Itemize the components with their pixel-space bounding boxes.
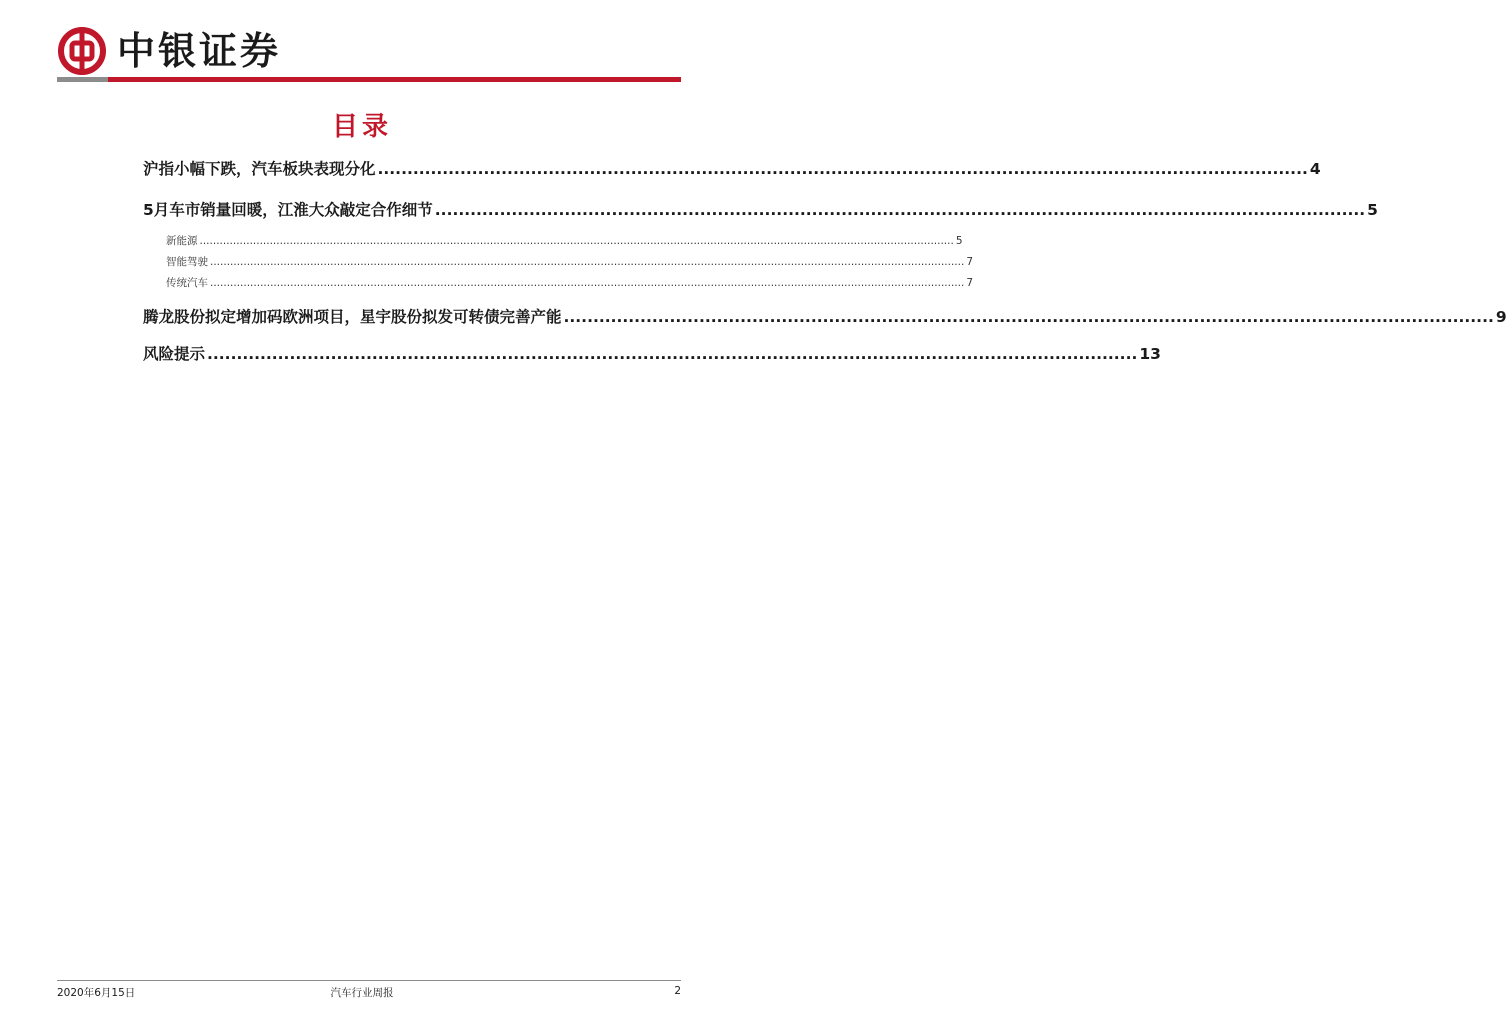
toc-subentry-label: 新能源 — [166, 235, 198, 247]
toc-entry-page: 4 — [1309, 160, 1321, 178]
toc-subentry-label: 传统汽车 — [166, 277, 208, 289]
toc-leader-dots: .............................................................................................................................................................. — [207, 345, 1138, 363]
toc-leader-dots: .................................................................................................................................................................................................................................. — [210, 256, 965, 268]
toc-entry[interactable] — [143, 157, 1321, 179]
toc-entry-page: 13 — [1139, 345, 1161, 363]
toc-entry-label: 5月车市销量回暖，江淮大众敲定合作细节 — [143, 201, 433, 219]
footer-rule — [57, 980, 681, 981]
toc-entry-label: 沪指小幅下跌，汽车板块表现分化 — [143, 160, 376, 178]
toc-subentry-label: 智能驾驶 — [166, 256, 208, 268]
toc-entry[interactable] — [143, 198, 1378, 220]
toc-subentry[interactable] — [166, 233, 963, 248]
toc-leader-dots: .................................................................................................................................................................................................................................. — [210, 277, 965, 289]
company-logo — [57, 26, 281, 76]
toc-subentry-page: 7 — [966, 277, 973, 289]
toc-entry-label: 腾龙股份拟定增加码欧洲项目，星宇股份拟发可转债完善产能 — [143, 308, 562, 326]
toc-title: 目录 — [331, 112, 392, 142]
brand-name: 中银证券 — [117, 28, 282, 73]
toc-leader-dots: .............................................................................................................................................................. — [434, 201, 1366, 219]
toc-entry[interactable] — [143, 305, 1507, 327]
footer-date: 2020年6月15日 — [57, 987, 136, 999]
header-rule-gray — [57, 77, 108, 82]
toc-subentry[interactable] — [166, 254, 973, 269]
toc-entry[interactable] — [143, 342, 1161, 364]
toc-subentry-page: 7 — [966, 256, 973, 268]
toc-entry-page: 5 — [1367, 201, 1378, 219]
toc-leader-dots: .................................................................................................................................................................................................................................. — [199, 235, 954, 247]
toc-leader-dots: .............................................................................................................................................................. — [377, 160, 1308, 178]
toc-entry-page: 9 — [1495, 308, 1507, 326]
toc-leader-dots: .............................................................................................................................................................. — [563, 308, 1494, 326]
footer-report-name: 汽车行业周报 — [330, 987, 394, 999]
toc-subentry-page: 5 — [955, 235, 963, 247]
header-rule-red — [108, 77, 681, 82]
toc-entry-label: 风险提示 — [143, 345, 206, 363]
toc-subentry[interactable] — [166, 275, 973, 290]
bank-of-china-logo-icon — [57, 26, 107, 76]
footer-page-number: 2 — [674, 985, 681, 997]
